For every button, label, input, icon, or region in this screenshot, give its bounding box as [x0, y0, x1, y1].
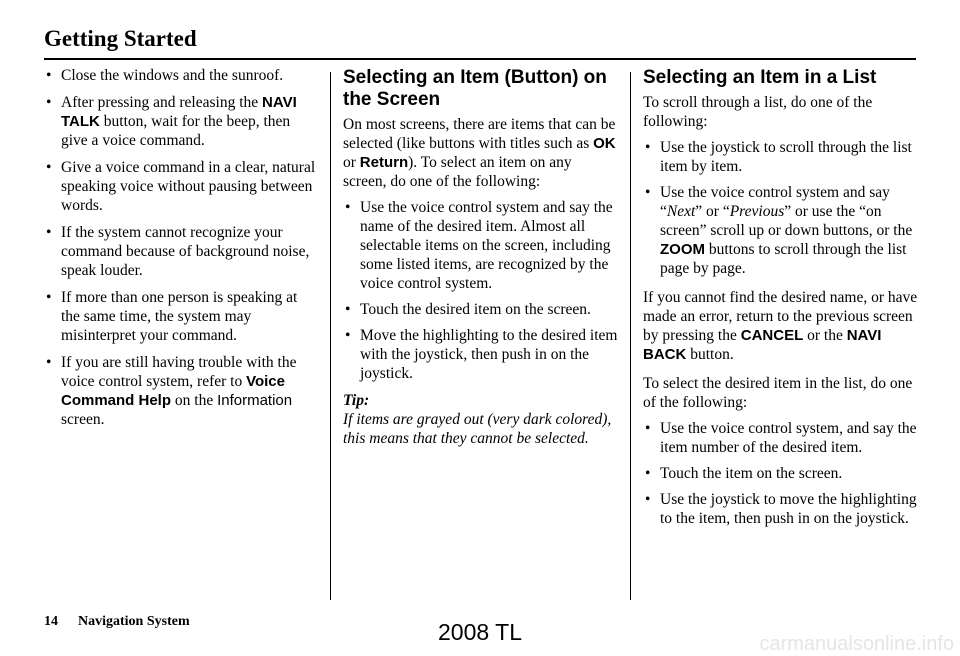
list-item: • If more than one person is speaking at the same time, the system may misinterpret your command. — [44, 288, 320, 345]
column-3 — [643, 66, 919, 535]
zoom-button-name: ZOOM — [660, 241, 705, 258]
page-number: 14 — [44, 614, 58, 629]
header-rule — [44, 58, 916, 60]
tip-text: If items are grayed out (very dark colored), this means that they cannot be selected. — [343, 411, 612, 447]
cancel-paragraph: If you cannot find the desired name, or have made an error, return to the previous screen by pressing the CANCEL or the NAVI BACK button. — [643, 289, 918, 363]
column-1 — [44, 66, 320, 437]
model-watermark: 2008 TL — [438, 619, 522, 645]
navi-talk-button-name: NAVI TALK — [61, 94, 297, 130]
cancel-button-name: CANCEL — [740, 327, 804, 344]
column-2 — [343, 66, 618, 448]
section-heading-select-list: Selecting an Item in a List — [643, 67, 877, 88]
list-item: • If the system cannot recognize your command because of background noise, speak louder. — [44, 223, 320, 280]
navi-back-button-name: NAVI BACK — [643, 327, 882, 363]
list-item: • Give a voice command in a clear, natural speaking voice without pausing between words. — [44, 158, 320, 215]
list-item: • Close the windows and the sunroof. — [44, 66, 320, 85]
column-divider-1 — [330, 72, 331, 600]
list-item: • Touch the item on the screen. — [643, 464, 919, 483]
select-list-methods — [643, 419, 919, 528]
select-methods-list — [343, 198, 618, 383]
return-button-name: Return — [359, 154, 409, 171]
select-paragraph: To select the desired item in the list, do one of the following: — [643, 375, 913, 411]
list-item: • If you are still having trouble with the voice control system, refer to Voice Command Help on the Information screen. — [44, 353, 320, 429]
scroll-methods-list — [643, 138, 919, 278]
list-item: • Use the voice control system and say “Next” or “Previous” or use the “on screen” scroll up or down buttons, or the ZOOM buttons to scroll through the list page by page. — [643, 183, 919, 278]
list-item: • Use the joystick to scroll through the list item by item. — [643, 138, 919, 176]
intro-paragraph: To scroll through a list, do one of the following: — [643, 94, 873, 130]
tip-label: Tip: — [343, 392, 370, 409]
information-screen-ref: Information — [217, 392, 293, 409]
previous-command: Previous — [729, 203, 785, 220]
site-watermark: carmanualsonline.info — [759, 633, 954, 655]
intro-paragraph: On most screens, there are items that can be selected (like buttons with titles such as OK or Return). To select an item on any screen, do one of the following: — [343, 116, 616, 190]
list-item: • After pressing and releasing the NAVI TALK button, wait for the beep, then give a voice command. — [44, 93, 320, 150]
section-heading-select-button: Selecting an Item (Button) on the Screen — [343, 67, 607, 110]
list-item: • Use the joystick to move the highlighting to the item, then push in on the joystick. — [643, 490, 919, 528]
page-header-title: Getting Started — [44, 26, 197, 51]
column-divider-2 — [630, 72, 631, 600]
tips-list — [44, 66, 320, 429]
ok-button-name: OK — [593, 135, 616, 152]
list-item: • Use the voice control system and say the name of the desired item. Almost all selectable items on the screen, including some listed items, are recognized by the voice control system. — [343, 198, 618, 293]
voice-command-help-ref: Voice Command Help — [61, 373, 285, 409]
list-item: • Use the voice control system, and say the item number of the desired item. — [643, 419, 919, 457]
list-item: • Move the highlighting to the desired item with the joystick, then push in on the joystick. — [343, 326, 618, 383]
list-item: • Touch the desired item on the screen. — [343, 300, 618, 319]
next-command: Next — [666, 203, 696, 220]
footer-system-name: Navigation System — [78, 614, 190, 629]
